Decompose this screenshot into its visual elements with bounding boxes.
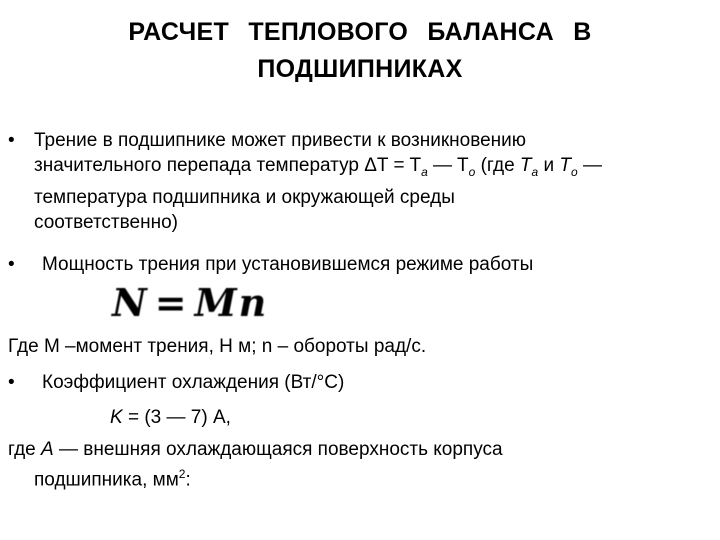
title-word: РАСЧЕТ (128, 18, 230, 46)
item-1-line: Трение в подшипнике может привести к возникновению (34, 130, 527, 151)
item-1-line: соответственно) (34, 211, 178, 233)
formula-eq: = (154, 280, 189, 325)
where-area-text (8, 437, 708, 492)
where-area-line: подшипника, $мм^2$: (34, 467, 191, 491)
formula-rhs: Mn (194, 280, 269, 325)
where-area-line: где А — внешняя охлаждающаяся поверхность корпуса (8, 439, 503, 460)
power-formula (112, 281, 268, 325)
item-1-text (34, 128, 714, 235)
item-2-text: Мощность трения при установившемся режиме работы (42, 254, 534, 275)
item-1-line: температура подшипника и окружающей среды (34, 186, 455, 208)
bullet-icon: • (8, 130, 15, 151)
item-3-text: Коэффициент охлаждения (Вт/°С) (42, 372, 345, 393)
title-line-1 (60, 14, 660, 51)
bullet-icon: • (8, 372, 15, 393)
title-word: ТЕПЛОВОГО (248, 18, 409, 46)
formula-lhs: N (112, 280, 149, 325)
cooling-formula: K = (3 — 7) А, (110, 407, 231, 428)
title-word: БАЛАНСА (427, 18, 554, 46)
item-1-line: значительного перепада температур $\Delta T = T_a$ — $T_o$ (где $T_a$ и $T_o$ — (34, 155, 602, 179)
title-word: В (573, 18, 592, 46)
bullet-icon: • (8, 254, 15, 275)
where-moment-text: Где М –момент трения, Н м; n – обороты рад/с. (8, 336, 427, 357)
slide-title (60, 14, 660, 88)
title-line-2: ПОДШИПНИКАХ (257, 55, 463, 83)
